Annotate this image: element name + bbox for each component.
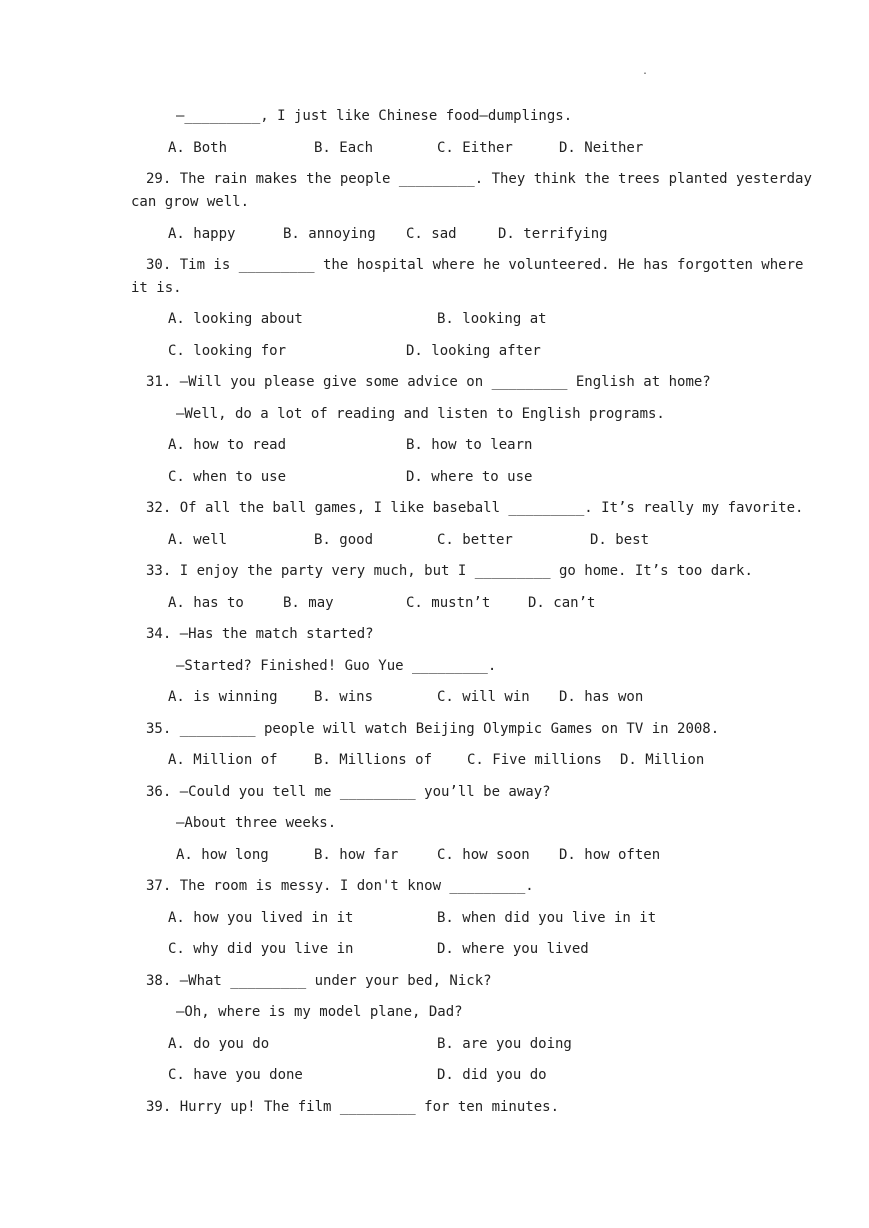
option-b: B. how to learn <box>406 437 533 453</box>
option-d: D. where you lived <box>437 941 589 957</box>
question-30: 30. Tim is _________ the hospital where he volunteered. He has forgotten where <box>146 257 804 273</box>
option-c: C. have you done <box>168 1067 303 1083</box>
option-b: B. are you doing <box>437 1036 572 1052</box>
option-d: D. how often <box>559 847 661 863</box>
question-29-cont: can grow well. <box>131 194 250 210</box>
question-39: 39. Hurry up! The film _________ for ten minutes. <box>146 1099 560 1115</box>
question-line: —_________, I just like Chinese food—dumplings. <box>176 108 573 124</box>
option-c: C. will win <box>437 689 530 705</box>
option-b: B. how far <box>314 847 399 863</box>
option-a: A. how you lived in it <box>168 910 354 926</box>
option-b: B. wins <box>314 689 374 705</box>
option-d: D. where to use <box>406 469 533 485</box>
question-38-reply: —Oh, where is my model plane, Dad? <box>176 1004 463 1020</box>
question-36: 36. —Could you tell me _________ you’ll be away? <box>146 784 551 800</box>
question-34-reply: —Started? Finished! Guo Yue _________. <box>176 658 497 674</box>
question-35: 35. _________ people will watch Beijing Olympic Games on TV in 2008. <box>146 721 720 737</box>
option-b: B. looking at <box>437 311 547 327</box>
option-a: A. Both <box>168 140 228 156</box>
option-d: D. can’t <box>528 595 596 611</box>
option-d: D. has won <box>559 689 644 705</box>
option-b: B. good <box>314 532 374 548</box>
option-a: A. has to <box>168 595 244 611</box>
option-b: B. annoying <box>283 226 376 242</box>
option-c: C. better <box>437 532 513 548</box>
question-31-reply: —Well, do a lot of reading and listen to English programs. <box>176 406 665 422</box>
option-c: C. Five millions <box>467 752 602 768</box>
option-b: B. may <box>283 595 334 611</box>
option-d: D. Neither <box>559 140 644 156</box>
option-c: C. why did you live in <box>168 941 354 957</box>
question-34: 34. —Has the match started? <box>146 626 374 642</box>
question-32: 32. Of all the ball games, I like baseball _________. It’s really my favorite. <box>146 500 804 516</box>
corner-mark: . <box>642 66 649 77</box>
option-a: A. how long <box>176 847 269 863</box>
option-d: D. looking after <box>406 343 541 359</box>
question-31: 31. —Will you please give some advice on _________ English at home? <box>146 374 711 390</box>
option-b: B. Millions of <box>314 752 433 768</box>
question-37: 37. The room is messy. I don't know _________. <box>146 878 534 894</box>
option-d: D. did you do <box>437 1067 547 1083</box>
option-a: A. is winning <box>168 689 278 705</box>
option-a: A. Million of <box>168 752 278 768</box>
option-a: A. happy <box>168 226 236 242</box>
option-c: C. sad <box>406 226 457 242</box>
option-c: C. Either <box>437 140 513 156</box>
option-c: C. when to use <box>168 469 287 485</box>
option-b: B. Each <box>314 140 374 156</box>
question-36-reply: —About three weeks. <box>176 815 337 831</box>
question-29: 29. The rain makes the people _________. They think the trees planted yesterday <box>146 171 812 187</box>
option-a: A. well <box>168 532 228 548</box>
option-b: B. when did you live in it <box>437 910 657 926</box>
question-38: 38. —What _________ under your bed, Nick? <box>146 973 492 989</box>
question-33: 33. I enjoy the party very much, but I _________ go home. It’s too dark. <box>146 563 753 579</box>
option-a: A. looking about <box>168 311 303 327</box>
option-a: A. do you do <box>168 1036 270 1052</box>
question-30-cont: it is. <box>131 280 182 296</box>
option-a: A. how to read <box>168 437 287 453</box>
option-c: C. how soon <box>437 847 530 863</box>
option-d: D. Million <box>620 752 705 768</box>
option-d: D. best <box>590 532 650 548</box>
option-c: C. mustn’t <box>406 595 491 611</box>
option-d: D. terrifying <box>498 226 608 242</box>
option-c: C. looking for <box>168 343 287 359</box>
